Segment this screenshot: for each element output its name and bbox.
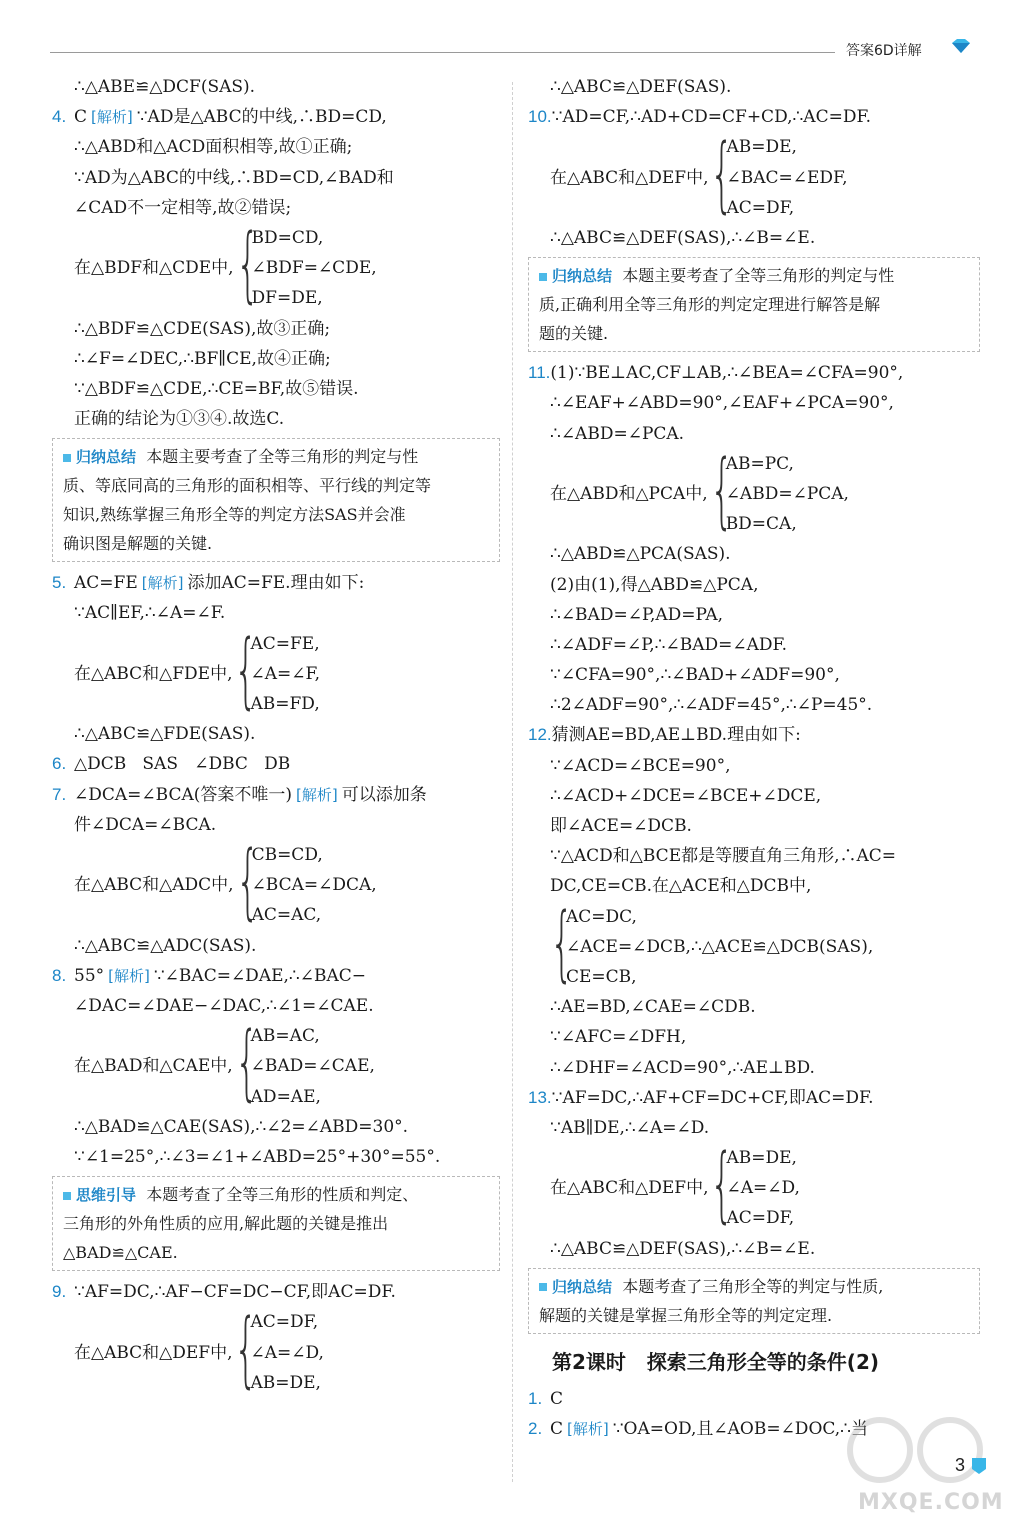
answer: C: [550, 1419, 564, 1440]
page-number: 3: [955, 1455, 966, 1475]
equation-system: [52, 1015, 500, 1112]
note-heading: 归纳总结: [539, 1278, 612, 1296]
note-text: 确识图是解题的关键.: [63, 534, 213, 554]
analysis-tag: [解析]: [141, 574, 184, 593]
brace: {: [709, 443, 734, 539]
text-line: ∴∠DHF=∠ACD=90°,∴AE⊥BD.: [550, 1057, 815, 1078]
text-line: ∴∠EAF+∠ABD=90°,∠EAF+∠PCA=90°,: [550, 393, 894, 414]
brace: {: [234, 622, 258, 718]
brace: {: [235, 834, 260, 930]
square-icon: [63, 1192, 71, 1200]
system-row: AC=DF,: [726, 1208, 795, 1229]
equation-system: [528, 443, 980, 540]
text-line: ∴∠BAD=∠P,AD=PA,: [550, 604, 724, 625]
text-line: ∴∠ACD+∠DCE=∠BCE+∠DCE,: [550, 785, 822, 806]
system-label: 在△ABD和△PCA中,: [550, 483, 708, 504]
system-label: 在△ABC和△ADC中,: [74, 875, 234, 896]
system-row: AB=DE,: [250, 1372, 321, 1393]
brace: {: [710, 1137, 734, 1233]
summary-note: [52, 438, 500, 562]
system-label: 在△ABC和△FDE中,: [74, 663, 233, 684]
note-text: 本题主要考查了全等三角形的判定与性: [622, 266, 895, 286]
text-line: ∴△ABC≌△FDE(SAS).: [74, 724, 256, 745]
system-label: 在△ABC和△DEF中,: [550, 167, 709, 188]
answer: 55°: [74, 965, 105, 986]
system-row: BD=CD,: [251, 227, 324, 248]
system-row: ∠BAD=∠CAE,: [250, 1056, 375, 1077]
text-line: (2)由(1),得△ABD≌△PCA,: [550, 574, 759, 595]
system-row: AC=DF,: [250, 1312, 319, 1333]
question-number: 6.: [52, 754, 67, 774]
system-row: BD=CA,: [725, 514, 797, 535]
question-number: 9.: [52, 1282, 67, 1302]
answer: C: [550, 1388, 564, 1409]
square-icon: [539, 1283, 547, 1291]
left-column: [52, 72, 500, 1398]
text-line: ∴∠ABD=∠PCA.: [550, 423, 685, 444]
text-line: (1)∵BE⊥AC,CF⊥AB,∴∠BEA=∠CFA=90°,: [550, 363, 904, 384]
system-row: AB=DE,: [726, 1148, 797, 1169]
text-line: ∵AF=DC,∴AF+CF=DC+CF,即AC=DF.: [551, 1087, 874, 1108]
text-line: ∵∠AFC=∠DFH,: [550, 1027, 687, 1048]
text-line: ∵∠ACD=∠BCE=90°,: [550, 755, 731, 776]
system-label: 在△ABC和△DEF中,: [74, 1342, 233, 1363]
system-row: AC=FE,: [250, 633, 320, 654]
brace: {: [234, 1015, 259, 1111]
right-column: [528, 72, 980, 1444]
system-row: AB=PC,: [725, 453, 794, 474]
system-label: 在△BDF和△CDE中,: [74, 258, 234, 279]
lesson-heading: 第2课时 探索三角形全等的条件(2): [552, 1349, 880, 1374]
text-line: ∠CAD不一定相等,故②错误;: [74, 197, 292, 218]
note-text: 三角形的外角性质的应用,解此题的关键是推出: [63, 1214, 389, 1234]
text-line: ∴△ABC≌△DEF(SAS),∴∠B=∠E.: [550, 1238, 816, 1259]
text-line: 猜测AE=BD,AE⊥BD.理由如下:: [551, 725, 801, 746]
text-line: ∴△ABC≌△ADC(SAS).: [74, 935, 257, 956]
text-line: 可以添加条: [341, 784, 427, 805]
text-line: 正确的结论为①③④.故选C.: [74, 409, 285, 430]
square-icon: [539, 273, 547, 281]
text-line: ∴2∠ADF=90°,∴∠ADF=45°,∴∠P=45°.: [550, 695, 873, 716]
system-row: AB=AC,: [250, 1026, 320, 1047]
system-row: AC=AC,: [251, 905, 322, 926]
note-text: 质、等底同高的三角形的面积相等、平行线的判定等: [63, 476, 432, 496]
system-row: ∠ABD=∠PCA,: [725, 483, 849, 504]
note-text: 本题主要考查了全等三角形的判定与性: [146, 447, 419, 467]
header-rule: [50, 52, 835, 53]
note-text: 解题的关键是掌握三角形全等的判定定理.: [539, 1305, 833, 1325]
brace: {: [234, 1301, 258, 1397]
note-text: 题的关键.: [539, 324, 609, 344]
text-line: ∵AC∥EF,∴∠A=∠F.: [74, 603, 226, 624]
text-line: ∴△BAD≌△CAE(SAS),∴∠2=∠ABD=30°.: [74, 1116, 409, 1137]
question-number: 13.: [528, 1087, 552, 1107]
column-divider: [512, 82, 513, 1482]
system-row: ∠A=∠D,: [726, 1178, 800, 1199]
note-heading: 归纳总结: [539, 267, 612, 285]
text-line: ∵AB∥DE,∴∠A=∠D.: [550, 1117, 710, 1138]
brace: {: [710, 126, 734, 222]
equation-system: [52, 834, 500, 931]
question-number: 10.: [528, 107, 552, 127]
answer: C: [74, 107, 88, 128]
text-line: 件∠DCA=∠BCA.: [74, 814, 217, 835]
text-line: ∵∠BAC=∠DAE,∴∠BAC−: [153, 965, 366, 986]
system-row: AD=AE,: [250, 1086, 321, 1107]
analysis-tag: [解析]: [108, 966, 150, 985]
text-line: ∴△ABE≌△DCF(SAS).: [74, 77, 256, 97]
note-heading: 归纳总结: [63, 448, 136, 466]
watermark-text: MXQE.COM: [858, 1490, 1004, 1515]
text-line: ∵∠1=25°,∴∠3=∠1+∠ABD=25°+30°=55°.: [74, 1146, 441, 1167]
text-line: ∵△ACD和△BCE都是等腰直角三角形,∴AC=: [550, 846, 897, 867]
system-label: 在△BAD和△CAE中,: [74, 1056, 233, 1077]
equation-system: [528, 126, 980, 223]
text-line: ∴△ABD和△ACD面积相等,故①正确;: [74, 137, 353, 158]
question-number: 4.: [52, 107, 67, 127]
text-line: ∴△ABC≌△DEF(SAS).: [550, 77, 732, 97]
thinking-note: [52, 1176, 500, 1271]
question-number: 2.: [528, 1419, 543, 1439]
system-row: AB=DE,: [726, 137, 797, 158]
text-line: ∵AD是△ABC的中线,∴BD=CD,: [136, 107, 387, 128]
system-row: ∠A=∠D,: [250, 1342, 324, 1363]
question-number: 11.: [528, 363, 551, 383]
text-line: DC,CE=CB.在△ACE和△DCB中,: [550, 876, 812, 897]
system-row: ∠BDF=∠CDE,: [251, 258, 377, 279]
question-number: 8.: [52, 965, 67, 985]
system-row: AC=DF,: [726, 197, 795, 218]
question-number: 12.: [528, 725, 552, 745]
text-line: ∵AD=CF,∴AD+CD=CF+CD,∴AC=DF.: [551, 107, 872, 128]
text-line: 添加AC=FE.理由如下:: [187, 573, 365, 594]
system-row: ∠BAC=∠EDF,: [726, 167, 848, 188]
text-line: ∵AF=DC,∴AF−CF=DC−CF,即AC=DF.: [74, 1282, 396, 1303]
question-number: 1.: [528, 1388, 543, 1408]
text-line: ∴△ABC≌△DEF(SAS),∴∠B=∠E.: [550, 227, 816, 248]
header-title: 答案6D详解: [846, 43, 922, 59]
analysis-tag: [解析]: [567, 1420, 609, 1439]
summary-note: [528, 257, 980, 352]
system-label: 在△ABC和△DEF中,: [550, 1178, 709, 1199]
question-number: 5.: [52, 573, 67, 593]
note-text: 本题考查了三角形全等的判定与性质,: [622, 1276, 884, 1296]
note-text: 质,正确利用全等三角形的判定定理进行解答是解: [539, 295, 881, 315]
equation-system: [528, 895, 980, 993]
text-line: ∠DAC=∠DAE−∠DAC,∴∠1=∠CAE.: [74, 995, 374, 1016]
system-row: AB=FD,: [250, 694, 320, 715]
equation-system: [52, 622, 500, 720]
text-line: ∴△BDF≌△CDE(SAS),故③正确;: [74, 318, 331, 339]
text-line: ∵OA=OD,且∠AOB=∠DOC,∴当: [612, 1419, 868, 1440]
text-line: ∴∠F=∠DEC,∴BF∥CE,故④正确;: [74, 348, 331, 369]
text-line: ∴AE=BD,∠CAE=∠CDB.: [550, 997, 756, 1018]
summary-note: [528, 1268, 980, 1334]
system-row: ∠BCA=∠DCA,: [251, 875, 377, 896]
analysis-tag: [解析]: [296, 785, 338, 804]
text-line: ∵AD为△ABC的中线,∴BD=CD,∠BAD和: [74, 167, 394, 188]
note-text: 本题考查了全等三角形的性质和判定、: [146, 1185, 419, 1205]
system-row: CB=CD,: [251, 845, 323, 866]
answer: ∠DCA=∠BCA(答案不唯一): [74, 784, 293, 805]
note-heading: 思维引导: [63, 1186, 136, 1204]
system-row: CE=CB,: [566, 966, 637, 987]
brace: {: [235, 217, 260, 313]
note-text: 知识,熟练掌握三角形全等的判定方法SAS并会准: [63, 505, 406, 525]
answer: △DCB SAS ∠DBC DB: [74, 754, 291, 775]
system-row: DF=DE,: [251, 288, 323, 309]
analysis-tag: [解析]: [91, 108, 133, 127]
system-row: AC=DC,: [566, 906, 637, 927]
gem-icon: [950, 38, 972, 54]
question-number: 7.: [52, 784, 67, 804]
text-line: ∴△ABD≌△PCA(SAS).: [550, 544, 731, 565]
system-row: ∠ACE=∠DCB,∴△ACE≌△DCB(SAS),: [566, 936, 874, 957]
text-line: ∵∠CFA=90°,∴∠BAD+∠ADF=90°,: [550, 665, 840, 686]
text-line: ∵△BDF≌△CDE,∴CE=BF,故⑤错误.: [74, 378, 359, 399]
page-marker-icon: [972, 1458, 986, 1474]
text-line: ∴∠ADF=∠P,∴∠BAD=∠ADF.: [550, 634, 788, 655]
brace: {: [550, 895, 574, 991]
answer: AC=FE: [74, 573, 138, 594]
square-icon: [63, 454, 71, 462]
equation-system: [528, 1137, 980, 1234]
equation-system: [52, 1301, 500, 1398]
text-line: 即∠ACE=∠DCB.: [550, 816, 692, 836]
system-row: ∠A=∠F,: [250, 663, 321, 684]
note-text: △BAD≌△CAE.: [63, 1243, 178, 1263]
equation-system: [52, 217, 500, 314]
